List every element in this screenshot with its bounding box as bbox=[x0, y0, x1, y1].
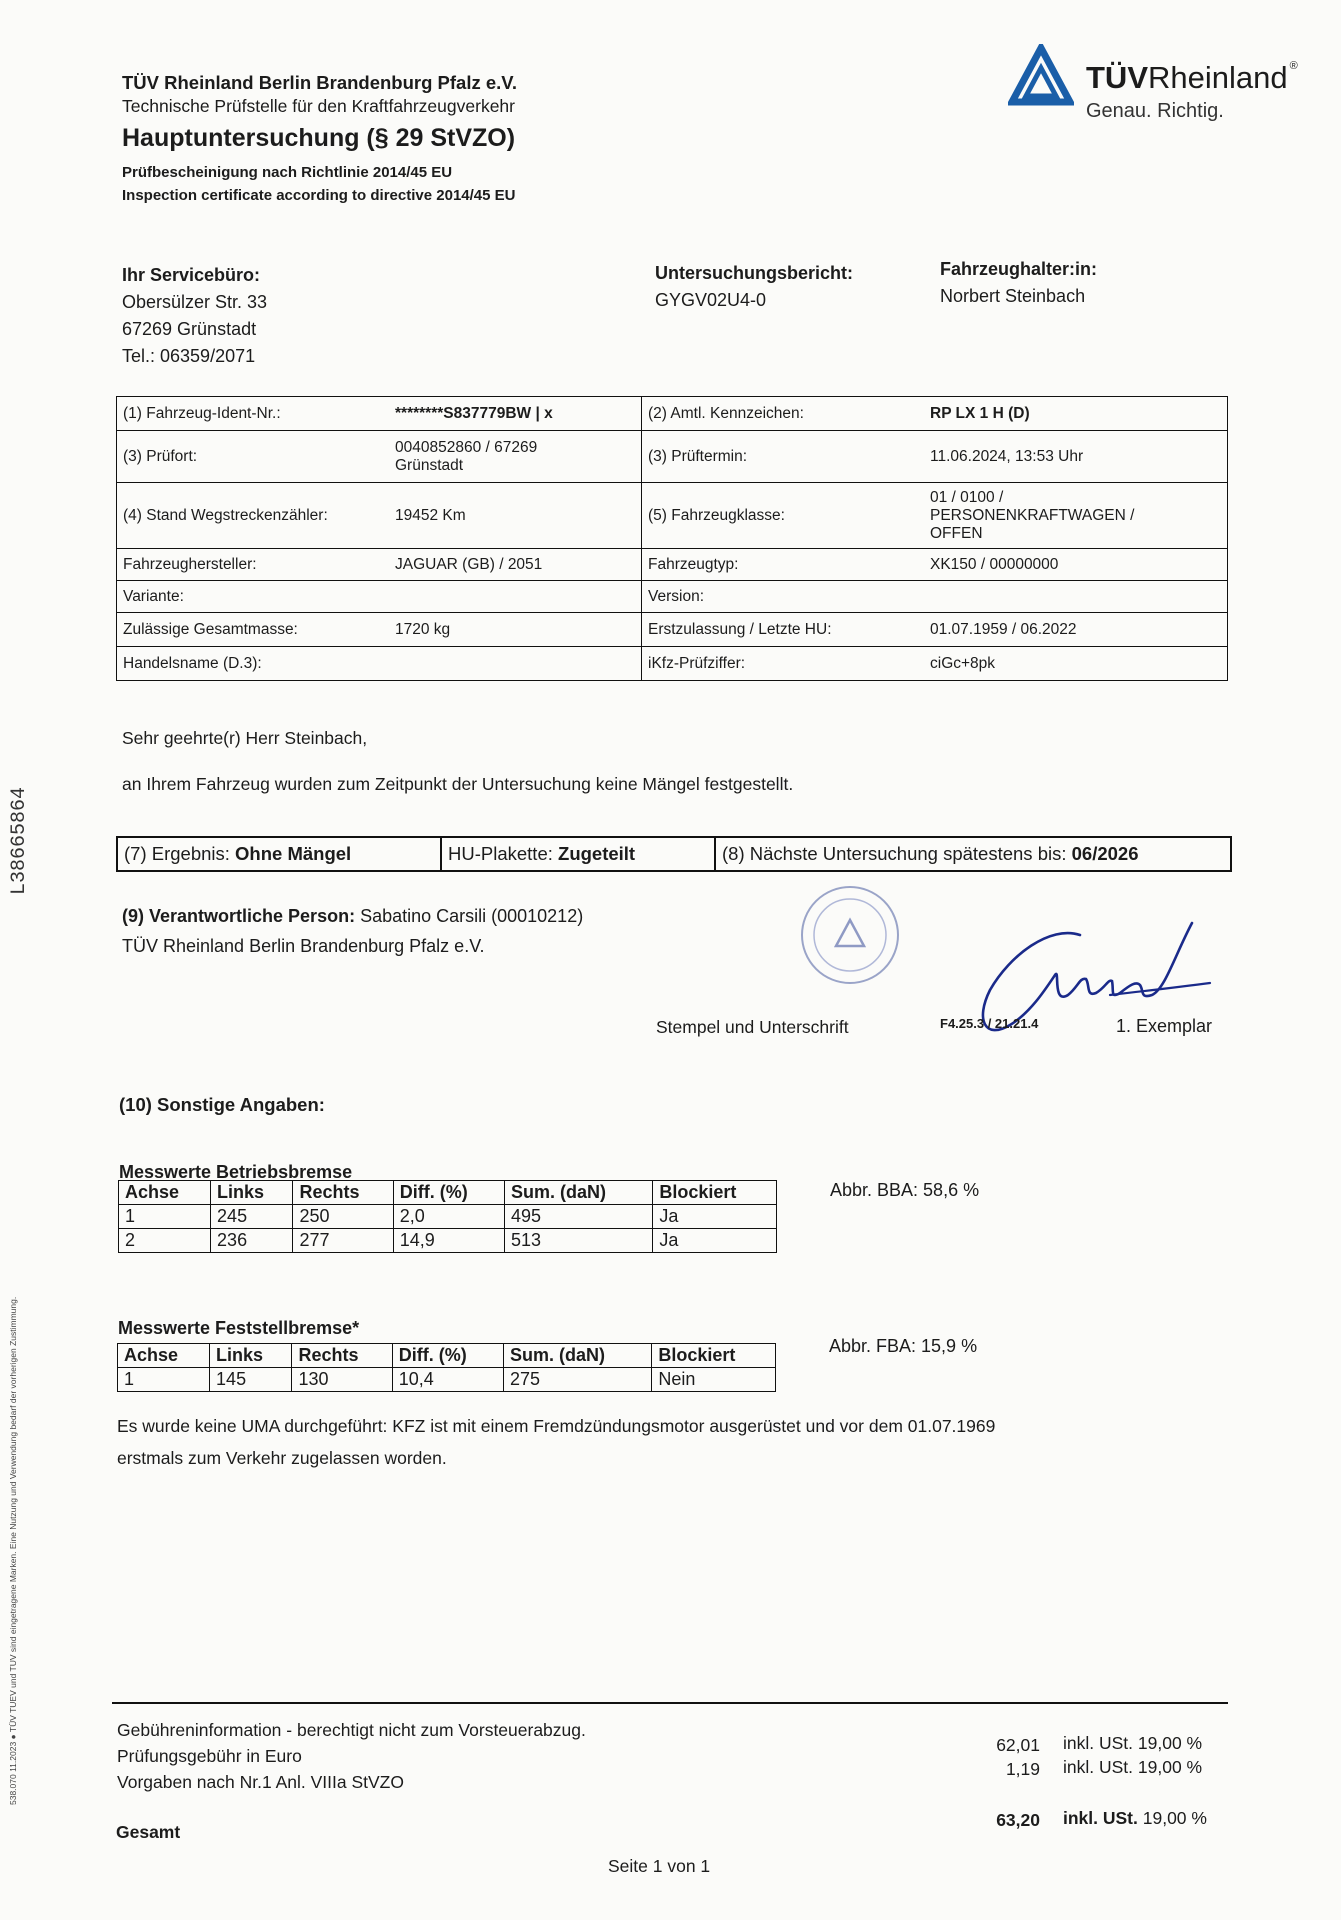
cell-label: (3) Prüftermin: bbox=[642, 431, 925, 483]
table-cell: 10,4 bbox=[392, 1368, 503, 1392]
logo-brand bbox=[1086, 60, 1298, 96]
badge-label: HU-Plakette: bbox=[448, 843, 559, 864]
col-diff: Diff. (%) bbox=[392, 1344, 503, 1368]
cell-value: ********S837779BW | x bbox=[389, 397, 642, 431]
other-info-label: (10) Sonstige Angaben: bbox=[119, 1094, 325, 1115]
fee-total-tax-bold: inkl. USt. bbox=[1063, 1808, 1138, 1828]
col-right: Rechts bbox=[293, 1181, 393, 1205]
cell-label: Zulässige Gesamtmasse: bbox=[117, 613, 390, 647]
col-blocked: Blockiert bbox=[652, 1344, 776, 1368]
table-row bbox=[117, 483, 1228, 549]
official-stamp bbox=[790, 880, 910, 990]
next-inspection-value: 06/2026 bbox=[1071, 843, 1139, 864]
letter-body: an Ihrem Fahrzeug wurden zum Zeitpunkt der Untersuchung keine Mängel festgestellt. bbox=[122, 774, 794, 794]
table-row bbox=[117, 581, 1228, 613]
cell-label: Handelsname (D.3): bbox=[117, 647, 390, 681]
col-diff: Diff. (%) bbox=[393, 1181, 504, 1205]
holder-label: Fahrzeughalter:in: bbox=[940, 259, 1098, 279]
col-blocked: Blockiert bbox=[653, 1181, 777, 1205]
table-cell: 14,9 bbox=[393, 1229, 504, 1253]
report-label: Untersuchungsbericht: bbox=[655, 263, 854, 283]
col-sum: Sum. (daN) bbox=[504, 1181, 652, 1205]
logo-brand-bold: TÜV bbox=[1086, 60, 1148, 95]
parking-brake-deceleration: Abbr. FBA: 15,9 % bbox=[829, 1336, 978, 1356]
cell-label: (4) Stand Wegstreckenzähler: bbox=[117, 483, 390, 549]
vehicle-data-table bbox=[116, 396, 1228, 681]
table-row bbox=[118, 1368, 776, 1392]
holder-value: Norbert Steinbach bbox=[940, 286, 1086, 306]
table-cell: 2 bbox=[119, 1229, 211, 1253]
table-cell: 277 bbox=[293, 1229, 393, 1253]
table-row bbox=[117, 549, 1228, 581]
cell-label: Fahrzeughersteller: bbox=[117, 549, 390, 581]
cell-value: RP LX 1 H (D) bbox=[924, 397, 1228, 431]
col-sum: Sum. (daN) bbox=[503, 1344, 651, 1368]
report-block bbox=[655, 260, 853, 314]
col-left: Links bbox=[211, 1181, 293, 1205]
table-row bbox=[117, 647, 1228, 681]
table-cell: 145 bbox=[210, 1368, 292, 1392]
col-right: Rechts bbox=[292, 1344, 392, 1368]
fee-line-2-amount: 1,19 bbox=[1005, 1759, 1040, 1779]
table-header-row bbox=[119, 1181, 777, 1205]
col-axle: Achse bbox=[118, 1344, 210, 1368]
cell-value-line: 0040852860 / 67269 bbox=[395, 438, 538, 456]
letter-salutation: Sehr geehrte(r) Herr Steinbach, bbox=[122, 728, 368, 748]
logo-brand-rest: Rheinland bbox=[1148, 60, 1288, 95]
cell-label: (2) Amtl. Kennzeichen: bbox=[642, 397, 925, 431]
cell-value-line: PERSONENKRAFTWAGEN / bbox=[930, 506, 1135, 524]
service-brake-table bbox=[118, 1180, 777, 1253]
uma-note-line-2: erstmals zum Verkehr zugelassen worden. bbox=[117, 1448, 447, 1468]
cell-value bbox=[389, 431, 642, 483]
parking-brake-title: Messwerte Feststellbremse* bbox=[118, 1318, 360, 1338]
tuv-logo bbox=[1008, 42, 1308, 132]
service-office-label: Ihr Servicebüro: bbox=[122, 265, 261, 285]
triangle-logo-icon bbox=[1008, 44, 1074, 106]
form-code: F4.25.3 / 21.21.4 bbox=[940, 1016, 1039, 1031]
result-cell bbox=[117, 837, 441, 871]
fee-line-1-amount: 62,01 bbox=[996, 1735, 1040, 1755]
next-inspection-cell bbox=[715, 837, 1231, 871]
table-cell: 513 bbox=[504, 1229, 652, 1253]
cell-label: Fahrzeugtyp: bbox=[642, 549, 925, 581]
table-cell: 275 bbox=[503, 1368, 651, 1392]
table-header-row bbox=[118, 1344, 776, 1368]
parking-brake-table bbox=[117, 1343, 776, 1392]
result-box bbox=[116, 836, 1232, 872]
table-row bbox=[117, 397, 1228, 431]
table-cell: 236 bbox=[211, 1229, 293, 1253]
service-office-street: Obersülzer Str. 33 bbox=[122, 292, 268, 312]
service-brake-title: Messwerte Betriebsbremse bbox=[119, 1162, 353, 1182]
fee-total-label: Gesamt bbox=[116, 1822, 181, 1842]
logo-registered: ® bbox=[1289, 60, 1298, 72]
serial-number: L38665864 bbox=[8, 786, 31, 895]
service-brake-deceleration: Abbr. BBA: 58,6 % bbox=[830, 1180, 980, 1200]
cell-label: (5) Fahrzeugklasse: bbox=[642, 483, 925, 549]
cell-value: 01.07.1959 / 06.2022 bbox=[924, 613, 1228, 647]
cell-value: ciGc+8pk bbox=[924, 647, 1228, 681]
cell-label: iKfz-Prüfziffer: bbox=[642, 647, 925, 681]
document-title: Hauptuntersuchung (§ 29 StVZO) bbox=[122, 124, 516, 152]
table-cell: 245 bbox=[211, 1205, 293, 1229]
fee-total-tax bbox=[1063, 1808, 1207, 1829]
table-cell: Nein bbox=[652, 1368, 776, 1392]
table-cell: Ja bbox=[653, 1229, 777, 1253]
cell-value-line: OFFEN bbox=[930, 524, 983, 542]
cell-label: Version: bbox=[642, 581, 925, 613]
fee-line-2-tax: inkl. USt. 19,00 % bbox=[1063, 1757, 1203, 1777]
cell-value: 19452 Km bbox=[389, 483, 642, 549]
responsible-label: (9) Verantwortliche Person: bbox=[122, 906, 356, 926]
fee-line-1-tax: inkl. USt. 19,00 % bbox=[1063, 1733, 1203, 1753]
cell-value bbox=[389, 647, 642, 681]
cell-value bbox=[924, 483, 1228, 549]
table-row bbox=[117, 431, 1228, 483]
fee-info: Gebühreninformation - berechtigt nicht zum Vorsteuerabzug. bbox=[117, 1720, 586, 1740]
stamp-icon bbox=[790, 880, 910, 990]
table-cell: Ja bbox=[653, 1205, 777, 1229]
logo-slogan: Genau. Richtig. bbox=[1086, 100, 1224, 122]
table-row bbox=[119, 1205, 777, 1229]
table-cell: 250 bbox=[293, 1205, 393, 1229]
cell-value-line: 01 / 0100 / bbox=[930, 488, 1004, 506]
subtitle-de: Prüfbescheinigung nach Richtlinie 2014/45 EU bbox=[122, 164, 453, 181]
responsible-name: Sabatino Carsili (00010212) bbox=[355, 906, 584, 926]
cell-label: Variante: bbox=[117, 581, 390, 613]
legal-notice: 538.070 11.2023 ● TÜV TUEV und TUV sind eingetragene Marken. Eine Nutzung und Verwendung bedarf der vorherigen Zustimmung. bbox=[8, 1296, 18, 1805]
col-left: Links bbox=[210, 1344, 292, 1368]
service-office-block bbox=[122, 262, 267, 370]
responsible-person bbox=[122, 906, 583, 927]
cell-value-line: Grünstadt bbox=[395, 456, 464, 474]
cell-value: XK150 / 00000000 bbox=[924, 549, 1228, 581]
col-axle: Achse bbox=[119, 1181, 211, 1205]
fee-line-2-label: Vorgaben nach Nr.1 Anl. VIIIa StVZO bbox=[117, 1772, 404, 1792]
result-label: (7) Ergebnis: bbox=[124, 843, 236, 864]
table-cell: 1 bbox=[118, 1368, 210, 1392]
fee-divider bbox=[112, 1702, 1228, 1704]
table-cell: 495 bbox=[504, 1205, 652, 1229]
fee-total-amount: 63,20 bbox=[996, 1810, 1040, 1830]
responsible-org: TÜV Rheinland Berlin Brandenburg Pfalz e.V. bbox=[122, 936, 485, 956]
cell-value bbox=[924, 581, 1228, 613]
cell-value: JAGUAR (GB) / 2051 bbox=[389, 549, 642, 581]
table-row bbox=[119, 1229, 777, 1253]
report-value: GYGV02U4-0 bbox=[655, 290, 767, 310]
org-subtitle: Technische Prüfstelle für den Kraftfahrzeugverkehr bbox=[122, 96, 515, 116]
cell-label: (3) Prüfort: bbox=[117, 431, 390, 483]
uma-note-line-1: Es wurde keine UMA durchgeführt: KFZ ist mit einem Fremdzündungsmotor ausgerüstet und vor dem 01.07.1969 bbox=[117, 1416, 996, 1436]
table-cell: 1 bbox=[119, 1205, 211, 1229]
next-inspection-label: (8) Nächste Untersuchung spätestens bis: bbox=[722, 843, 1072, 864]
subtitle-en: Inspection certificate according to directive 2014/45 EU bbox=[122, 187, 516, 204]
holder-block bbox=[940, 256, 1097, 310]
badge-cell bbox=[441, 837, 715, 871]
table-row bbox=[117, 837, 1231, 871]
cell-label: (1) Fahrzeug-Ident-Nr.: bbox=[117, 397, 390, 431]
service-office-city: 67269 Grünstadt bbox=[122, 319, 257, 339]
org-name: TÜV Rheinland Berlin Brandenburg Pfalz e.V. bbox=[122, 72, 518, 93]
cell-value bbox=[389, 581, 642, 613]
cell-value: 11.06.2024, 13:53 Uhr bbox=[924, 431, 1228, 483]
table-cell: 2,0 bbox=[393, 1205, 504, 1229]
table-row bbox=[117, 613, 1228, 647]
fee-line-1-label: Prüfungsgebühr in Euro bbox=[117, 1746, 302, 1766]
result-value: Ohne Mängel bbox=[235, 843, 352, 864]
cell-value: 1720 kg bbox=[389, 613, 642, 647]
table-cell: 130 bbox=[292, 1368, 392, 1392]
cell-label: Erstzulassung / Letzte HU: bbox=[642, 613, 925, 647]
stamp-signature-label: Stempel und Unterschrift bbox=[656, 1017, 849, 1037]
copy-label: 1. Exemplar bbox=[1116, 1016, 1213, 1036]
badge-value: Zugeteilt bbox=[558, 843, 636, 864]
fee-total-tax-rest: 19,00 % bbox=[1137, 1808, 1207, 1828]
page-number: Seite 1 von 1 bbox=[608, 1856, 711, 1876]
service-office-phone: Tel.: 06359/2071 bbox=[122, 346, 256, 366]
